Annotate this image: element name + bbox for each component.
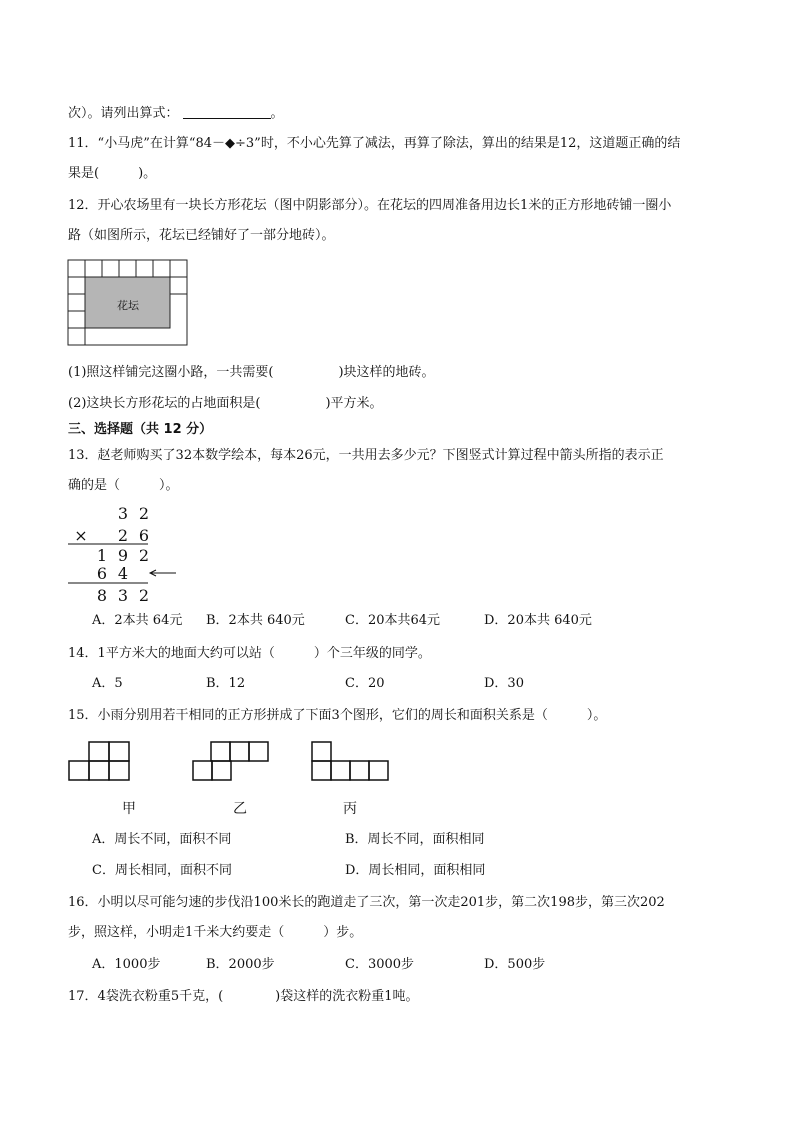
- q16-line2: 步，照这样，小明走1千米大约要走（ ）步。: [68, 925, 363, 940]
- q14-line: 14．1平方米大的地面大约可以站（ ）个三年级的同学。: [68, 646, 431, 661]
- q10-answer-line: [68, 104, 284, 124]
- q15-line: 15．小雨分别用若干相同的正方形拼成了下面3个图形，它们的周长和面积关系是（ ）。: [68, 708, 607, 723]
- digit: 6: [138, 526, 150, 545]
- q11-line1: 11．“小马虎”在计算“84－◆÷3”时，不小心先算了减法，再算了除法，算出的结果是12，这道题正确的结: [68, 136, 681, 151]
- q13-option-d[interactable]: D．20本共 640元: [484, 613, 592, 628]
- digit: 4: [117, 564, 129, 583]
- digit: 3: [117, 504, 129, 523]
- flowerbed-label: 花坛: [117, 299, 139, 312]
- digit: 2: [138, 586, 150, 605]
- section-heading: 三、选择题（共 12 分）: [68, 422, 213, 437]
- q16-line1: 16．小明以尽可能匀速的步伐沿100米长的跑道走了三次，第一次走201步，第二次198步，第三次202: [68, 895, 665, 910]
- q13-line1: 13．赵老师购买了32本数学绘本，每本26元，一共用去多少元？下图竖式计算过程中箭头所指的表示正: [68, 448, 664, 463]
- q10-text: 次）。请列出算式：: [68, 106, 179, 121]
- q15-option-c[interactable]: C．周长相同，面积不同: [92, 863, 232, 878]
- answer-blank[interactable]: [183, 104, 271, 119]
- q12-line1: 12．开心农场里有一块长方形花坛（图中阴影部分）。在花坛的四周准备用边长1米的正方形地砖铺一圈小: [68, 198, 672, 213]
- digit: 2: [117, 526, 129, 545]
- q14-option-d[interactable]: D．30: [484, 676, 524, 691]
- shape-bing: [311, 741, 393, 781]
- q16-option-c[interactable]: C．3000步: [345, 957, 415, 972]
- q13-option-a[interactable]: A．2本共 64元: [92, 613, 183, 628]
- q17-line: 17．4袋洗衣粉重5千克，( )袋这样的洗衣粉重1吨。: [68, 989, 419, 1004]
- shape-yi: [192, 741, 274, 781]
- digit: 8: [96, 586, 108, 605]
- q14-option-c[interactable]: C．20: [345, 676, 385, 691]
- q16-option-d[interactable]: D．500步: [484, 957, 546, 972]
- mult-rules-and-arrow: [66, 540, 186, 590]
- q13-line2: 确的是（ ）。: [68, 478, 179, 493]
- q15-option-d[interactable]: D．周长相同，面积相同: [345, 863, 486, 878]
- digit: 9: [117, 546, 129, 565]
- q13-option-b[interactable]: B．2本共 640元: [206, 613, 305, 628]
- digit: 2: [138, 504, 150, 523]
- digit: 3: [117, 586, 129, 605]
- q15-option-b[interactable]: B．周长不同，面积相同: [345, 832, 485, 847]
- multiply-sign: ×: [74, 526, 88, 545]
- q16-option-b[interactable]: B．2000步: [206, 957, 275, 972]
- digit: 2: [138, 546, 150, 565]
- q12-line2: 路（如图所示，花坛已经铺好了一部分地砖）。: [68, 228, 335, 243]
- digit: 6: [96, 564, 108, 583]
- q14-option-b[interactable]: B．12: [206, 676, 246, 691]
- q12-sub1: (1)照这样铺完这圈小路，一共需要( )块这样的地砖。: [68, 365, 435, 380]
- q12-sub2: (2)这块长方形花坛的占地面积是( )平方米。: [68, 396, 383, 411]
- q15-option-a[interactable]: A．周长不同，面积不同: [92, 832, 232, 847]
- shape-jia: [68, 741, 134, 781]
- arrow-left-icon: [150, 570, 176, 576]
- shape-label-bing: 丙: [343, 801, 357, 817]
- q16-option-a[interactable]: A．1000步: [92, 957, 161, 972]
- shape-label-yi: 乙: [233, 801, 247, 817]
- shape-label-jia: 甲: [122, 801, 136, 817]
- digit: 1: [96, 546, 108, 565]
- q10-tail: 。: [270, 106, 284, 121]
- q13-option-c[interactable]: C．20本共64元: [345, 613, 441, 628]
- q14-option-a[interactable]: A．5: [92, 676, 123, 691]
- q11-line2: 果是( )。: [68, 166, 157, 181]
